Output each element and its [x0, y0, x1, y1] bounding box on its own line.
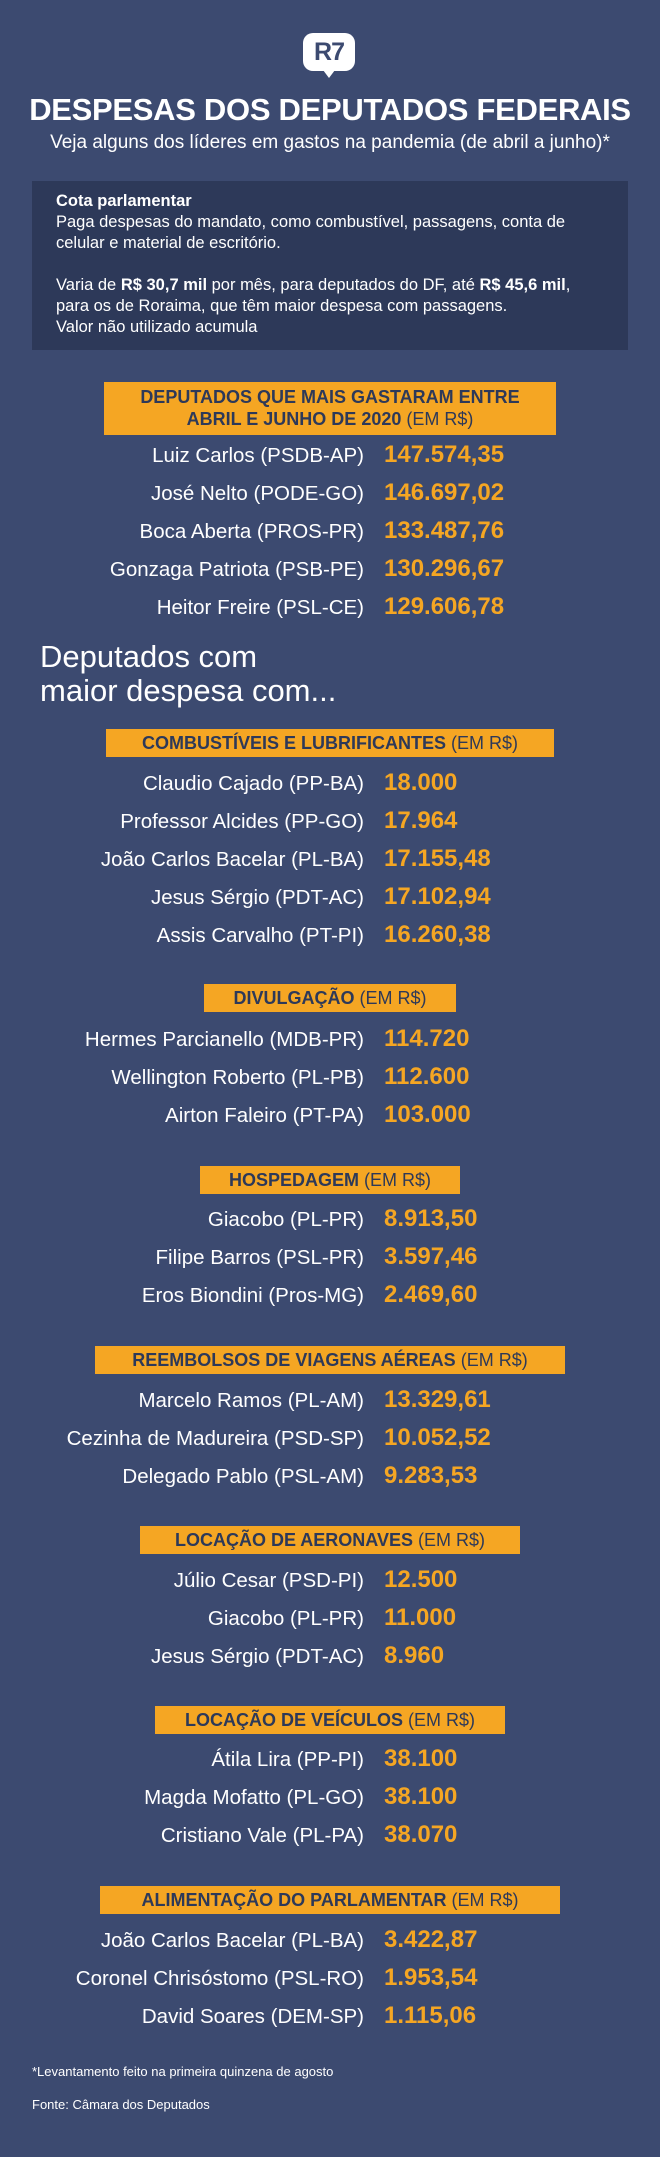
- expense-value: 17.155,48: [384, 845, 491, 872]
- spender-row: [0, 1461, 660, 1495]
- expense-value: 38.100: [384, 1745, 458, 1772]
- spender-row: [0, 592, 660, 626]
- category-unit: (EM R$): [359, 988, 427, 1008]
- deputy-name: Wellington Roberto (PL-PB): [111, 1066, 364, 1089]
- deputy-name: Cristiano Vale (PL-PA): [160, 1824, 364, 1847]
- deputy-name: Claudio Cajado (PP-BA): [142, 772, 364, 795]
- category-title: HOSPEDAGEM: [228, 1170, 359, 1190]
- info-title: Cota parlamentar: [56, 192, 192, 210]
- category-badge: [100, 1886, 560, 1914]
- deputy-name: Luiz Carlos (PSDB-AP): [152, 444, 364, 467]
- expense-value: 18.000: [384, 769, 458, 796]
- expense-value: 8.960: [384, 1642, 445, 1669]
- expense-value: 38.100: [384, 1783, 458, 1810]
- category-unit: (EM R$): [451, 733, 519, 753]
- deputy-name: Boca Aberta (PROS-PR): [139, 520, 364, 543]
- page-title: DESPESAS DOS DEPUTADOS FEDERAIS: [29, 92, 631, 127]
- expense-value: 13.329,61: [384, 1386, 491, 1413]
- deputy-name: João Carlos Bacelar (PL-BA): [100, 1929, 364, 1952]
- category-unit: (EM R$): [418, 1530, 486, 1550]
- spender-row: [0, 1280, 660, 1314]
- deputy-name: Heitor Freire (PSL-CE): [156, 596, 364, 619]
- categories-heading-line1: Deputados com: [40, 639, 258, 674]
- categories-heading-line2: maior despesa com...: [40, 673, 337, 708]
- expense-value: 133.487,76: [384, 517, 505, 544]
- deputy-name: Júlio Cesar (PSD-PI): [173, 1569, 364, 1592]
- spender-row: [0, 1062, 660, 1096]
- deputy-name: Marcelo Ramos (PL-AM): [138, 1389, 364, 1412]
- deputy-name: Magda Mofatto (PL-GO): [144, 1786, 364, 1809]
- category-badge: [106, 729, 554, 757]
- category-title: COMBUSTÍVEIS E LUBRIFICANTES: [141, 733, 446, 753]
- category-badge: [140, 1526, 520, 1554]
- spender-row: [0, 1204, 660, 1238]
- deputy-name: Jesus Sérgio (PDT-AC): [150, 1645, 364, 1668]
- info-text: ,: [565, 276, 571, 294]
- expense-value: 16.260,38: [384, 921, 491, 948]
- spender-row: [0, 2001, 660, 2035]
- deputy-name: Jesus Sérgio (PDT-AC): [150, 886, 364, 909]
- source: Fonte: Câmara dos Deputados: [32, 2097, 210, 2112]
- info-text: por mês, para deputados do DF, até: [207, 276, 480, 294]
- spender-row: [0, 1820, 660, 1854]
- expense-value: 11.000: [384, 1604, 457, 1631]
- deputy-name: Gonzaga Patriota (PSB-PE): [109, 558, 364, 581]
- category-title: DIVULGAÇÃO: [233, 988, 355, 1008]
- deputy-name: Airton Faleiro (PT-PA): [165, 1104, 364, 1127]
- expense-value: 114.720: [384, 1025, 470, 1052]
- deputy-name: Assis Carvalho (PT-PI): [156, 924, 364, 947]
- deputy-name: João Carlos Bacelar (PL-BA): [100, 848, 364, 871]
- category-unit: (EM R$): [460, 1350, 528, 1370]
- expense-value: 129.606,78: [384, 593, 505, 620]
- deputy-name: Professor Alcides (PP-GO): [120, 810, 364, 833]
- top-title-line1: DEPUTADOS QUE MAIS GASTARAM ENTRE: [140, 387, 520, 407]
- expense-value: 1.115,06: [384, 2002, 477, 2029]
- spender-row: [0, 1641, 660, 1675]
- spender-row: [0, 1385, 660, 1419]
- category-title: LOCAÇÃO DE VEÍCULOS: [184, 1710, 403, 1730]
- deputy-name: Giacobo (PL-PR): [207, 1607, 364, 1630]
- expense-value: 103.000: [384, 1101, 471, 1128]
- deputy-name: Coronel Chrisóstomo (PSL-RO): [75, 1967, 364, 1990]
- deputy-name: Hermes Parcianello (MDB-PR): [84, 1028, 364, 1051]
- spender-row: [0, 806, 660, 840]
- info-line-3: [56, 275, 604, 296]
- categories-heading: [40, 640, 336, 708]
- spender-row: [0, 768, 660, 802]
- deputy-name: Filipe Barros (PSL-PR): [155, 1246, 364, 1269]
- expense-value: 17.964: [384, 807, 458, 834]
- spender-row: [0, 1242, 660, 1276]
- deputy-name: Delegado Pablo (PSL-AM): [122, 1465, 364, 1488]
- spender-row: [0, 1100, 660, 1134]
- spender-row: [0, 920, 660, 954]
- info-line-2: celular e material de escritório.: [56, 234, 281, 252]
- expense-value: 10.052,52: [384, 1424, 491, 1451]
- deputy-name: Átila Lira (PP-PI): [211, 1748, 364, 1771]
- category-title: REEMBOLSOS DE VIAGENS AÉREAS: [132, 1350, 456, 1370]
- info-max-value: R$ 45,6 mil: [479, 276, 566, 294]
- spender-row: [0, 1603, 660, 1637]
- spender-row: [0, 1782, 660, 1816]
- deputy-name: Giacobo (PL-PR): [207, 1208, 364, 1231]
- expense-value: 130.296,67: [384, 555, 505, 582]
- info-line-1: Paga despesas do mandato, como combustível, passagens, conta de: [56, 213, 566, 231]
- r7-logo: [303, 33, 355, 71]
- logo-text: R7: [314, 37, 344, 66]
- expense-value: 1.953,54: [384, 1964, 478, 1991]
- page-subtitle: Veja alguns dos líderes em gastos na pandemia (de abril a junho)*: [50, 132, 610, 153]
- spender-row: [0, 1925, 660, 1959]
- info-line-4: para os de Roraima, que têm maior despesa com passagens.: [56, 297, 508, 315]
- spender-row: [0, 1963, 660, 1997]
- spender-row: [0, 516, 660, 550]
- expense-value: 12.500: [384, 1566, 458, 1593]
- expense-value: 146.697,02: [384, 479, 505, 506]
- info-text: Varia de: [56, 276, 121, 294]
- expense-value: 147.574,35: [384, 441, 505, 468]
- top-unit: (EM R$): [406, 409, 474, 429]
- category-unit: (EM R$): [364, 1170, 432, 1190]
- expense-value: 3.597,46: [384, 1243, 478, 1270]
- deputy-name: José Nelto (PODE-GO): [150, 482, 364, 505]
- spender-row: [0, 1744, 660, 1778]
- expense-value: 38.070: [384, 1821, 458, 1848]
- spender-row: [0, 440, 660, 474]
- category-badge: [204, 984, 456, 1012]
- category-title: LOCAÇÃO DE AERONAVES: [174, 1530, 413, 1550]
- info-min-value: R$ 30,7 mil: [120, 276, 208, 294]
- expense-value: 3.422,87: [384, 1926, 478, 1953]
- expense-value: 2.469,60: [384, 1281, 478, 1308]
- spender-row: [0, 554, 660, 588]
- deputy-name: Eros Biondini (Pros-MG): [141, 1284, 364, 1307]
- category-unit: (EM R$): [451, 1890, 519, 1910]
- spender-row: [0, 1565, 660, 1599]
- top-title-line2: ABRIL E JUNHO DE 2020: [186, 409, 402, 429]
- category-title: ALIMENTAÇÃO DO PARLAMENTAR: [141, 1890, 447, 1910]
- deputy-name: Cezinha de Madureira (PSD-SP): [66, 1427, 364, 1450]
- expense-value: 112.600: [384, 1063, 470, 1090]
- spender-row: [0, 1024, 660, 1058]
- footnote: *Levantamento feito na primeira quinzena de agosto: [32, 2064, 334, 2079]
- category-badge: [200, 1166, 460, 1194]
- expense-value: 17.102,94: [384, 883, 491, 910]
- spender-row: [0, 478, 660, 512]
- category-unit: (EM R$): [408, 1710, 476, 1730]
- info-box: [32, 181, 628, 350]
- spender-row: [0, 882, 660, 916]
- info-line-5: Valor não utilizado acumula: [56, 318, 258, 336]
- top-spenders-badge: [104, 382, 556, 435]
- spender-row: [0, 1423, 660, 1457]
- deputy-name: David Soares (DEM-SP): [141, 2005, 364, 2028]
- expense-value: 9.283,53: [384, 1462, 478, 1489]
- spender-row: [0, 844, 660, 878]
- category-badge: [95, 1346, 565, 1374]
- category-badge: [155, 1706, 505, 1734]
- expense-value: 8.913,50: [384, 1205, 478, 1232]
